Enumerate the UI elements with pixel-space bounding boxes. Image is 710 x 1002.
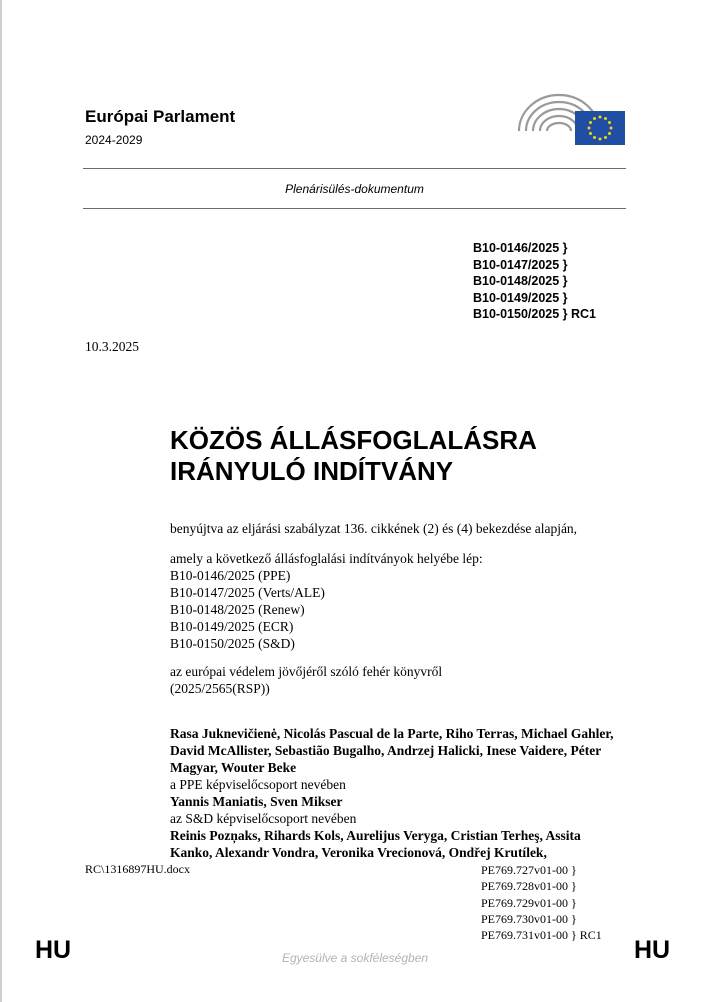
footer-filename: RC\1316897HU.docx xyxy=(85,862,190,876)
page-edge xyxy=(0,0,2,1002)
submission-basis: benyújtva az eljárási szabályzat 136. cikkének (2) és (4) bekezdése alapján, xyxy=(170,521,578,536)
european-parliament-logo xyxy=(515,85,627,147)
header-rule-bottom xyxy=(83,208,626,209)
title-line: IRÁNYULÓ INDÍTVÁNY xyxy=(170,456,454,486)
parliamentary-term: 2024-2029 xyxy=(85,133,143,147)
document-type: Plenárisülés-dokumentum xyxy=(285,182,424,196)
reference-line: B10-0146/2025 } xyxy=(473,241,568,255)
subject-line: (2025/2565(RSP)) xyxy=(170,681,270,696)
pe-reference-line: PE769.727v01-00 } xyxy=(481,863,577,877)
document-title xyxy=(170,425,537,487)
pe-reference-line: PE769.729v01-00 } xyxy=(481,895,577,910)
replaced-motion: B10-0146/2025 (PPE) xyxy=(170,568,291,583)
document-references xyxy=(473,240,596,323)
footer-pe-references xyxy=(481,862,602,943)
author-names: Reinis Pozņaks, Rihards Kols, Aurelijus Veryga, Cristian Terheş, Assita Kanko, Alexandr Vondra, Veronika Vrecionová, Ondřej Krutílek, xyxy=(170,828,581,860)
organization-name: Európai Parlament xyxy=(85,107,236,126)
authors-block xyxy=(170,725,620,861)
replaced-motion: B10-0147/2025 (Verts/ALE) xyxy=(170,585,325,600)
title-line: KÖZÖS ÁLLÁSFOGLALÁSRA xyxy=(170,425,537,455)
replaced-motion: B10-0148/2025 (Renew) xyxy=(170,602,305,617)
language-code-right: HU xyxy=(634,936,671,964)
political-group: a PPE képviselőcsoport nevében xyxy=(170,777,346,792)
author-names: Rasa Juknevičienė, Nicolás Pascual de la Parte, Riho Terras, Michael Gahler, David McAllister, Sebastião Bugalho, Andrzej Halicki, Inese Vaidere, Péter Magyar, Wouter Beke xyxy=(170,726,614,775)
political-group: az S&D képviselőcsoport nevében xyxy=(170,811,357,826)
reference-line: B10-0150/2025 } RC1 xyxy=(473,307,596,321)
subject-line: az európai védelem jövőjéről szóló fehér könyvről xyxy=(170,664,443,679)
header-rule-top xyxy=(83,168,626,169)
eu-motto: Egyesülve a sokféleségben xyxy=(281,951,429,965)
reference-line: B10-0148/2025 } xyxy=(473,274,568,288)
language-code-left: HU xyxy=(35,936,72,964)
replaced-motion: B10-0150/2025 (S&D) xyxy=(170,636,295,651)
pe-reference-line: PE769.731v01-00 } RC1 xyxy=(481,928,602,943)
reference-line: B10-0149/2025 } xyxy=(473,290,568,305)
replaced-motion: B10-0149/2025 (ECR) xyxy=(170,619,294,634)
replaced-motions-block xyxy=(170,550,483,652)
eu-flag-icon xyxy=(575,111,625,145)
reference-line: B10-0147/2025 } xyxy=(473,257,568,272)
author-names: Yannis Maniatis, Sven Mikser xyxy=(170,794,343,809)
pe-reference-line: PE769.730v01-00 } xyxy=(481,911,577,926)
subject-block xyxy=(170,663,442,697)
replaces-intro: amely a következő állásfoglalási indítványok helyébe lép: xyxy=(170,551,483,566)
document-date: 10.3.2025 xyxy=(85,339,139,354)
pe-reference-line: PE769.728v01-00 } xyxy=(481,879,577,894)
